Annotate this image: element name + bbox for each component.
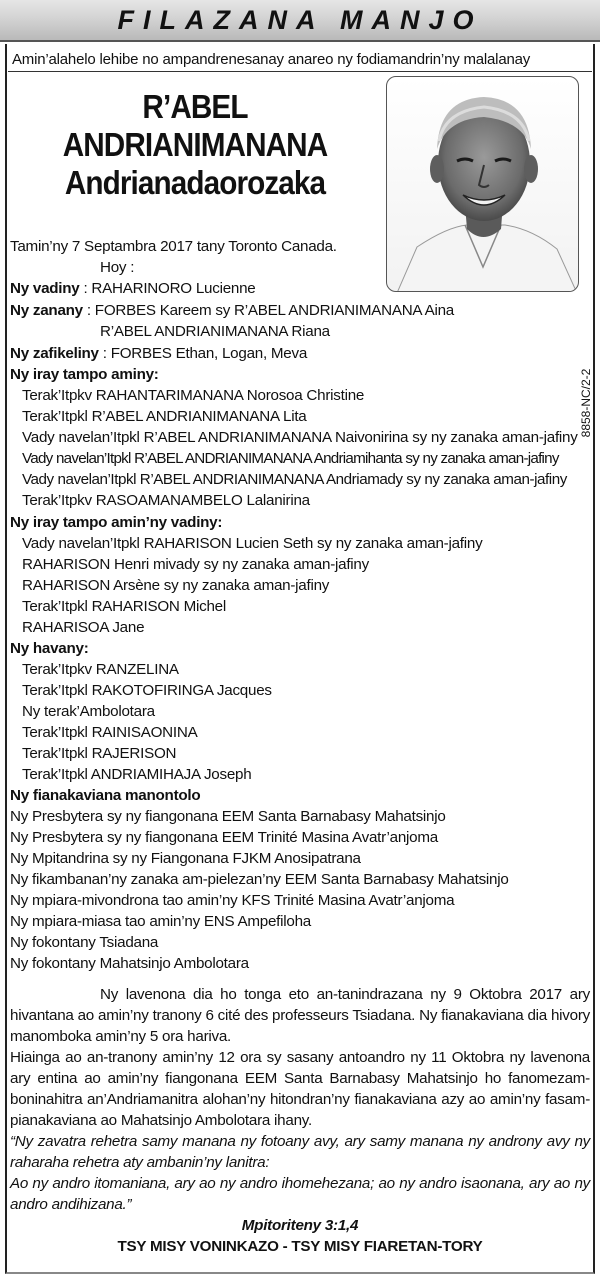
name-line-3: Andrianadaorozaka <box>64 164 326 201</box>
zafikeliny-row <box>10 343 307 364</box>
list-item: Terak’Itpkl RAINISAONINA <box>22 724 198 741</box>
list-item: Terak’Itpkl RAHARISON Michel <box>22 598 226 615</box>
list-item: Terak’Itpkl R’ABEL ANDRIANIMANANA Lita <box>22 408 307 425</box>
tampo-aminy-heading: Ny iray tampo aminy: <box>10 366 159 383</box>
tampo-vadiny-heading: Ny iray tampo amin’ny vadiny: <box>10 514 223 531</box>
announcement-arrival: Ny lavenona dia ho tonga eto an-tanindrazana ny 9 Oktobra 2017 ary hivantana ao amin’ny tranony 6 cité des professeurs Tsiadana. Ny fianakaviana dia hivory manomboka amin’ny 5 ora hariva. <box>10 986 590 1045</box>
list-item: Vady navelan’Itpkl R’ABEL ANDRIANIMANANA Naivonirina sy ny zanaka aman-jafiny <box>22 429 578 446</box>
list-item: Vady navelan’Itpkl R’ABEL ANDRIANIMANANA Andriamady sy ny zanaka aman-jafiny <box>22 471 567 488</box>
list-item: Terak’Itpkv RASOAMANAMBELO Lalanirina <box>22 492 310 509</box>
hoy-label: Hoy : <box>100 259 135 276</box>
deceased-name <box>30 88 359 202</box>
announcement-funeral: Hiainga ao an-tranony amin’ny 12 ora sy sasany antoandro ny 11 Oktobra ny lavenona ary entina ao amin’ny fiangonana EEM Santa Barnabasy Mahatsinjo ho fanomezam-boninahitra an’Andriamanitra alohan’ny hitondran’ny fianakaviana azy ao amin’ny fasam-pianakaviana ao Mahatsinjo Ambolotara ihany. <box>10 1049 590 1129</box>
list-item: Terak’Itpkl ANDRIAMIHAJA Joseph <box>22 766 252 783</box>
zanany-row <box>10 300 454 321</box>
fianakaviana-heading: Ny fianakaviana manontolo <box>10 787 201 804</box>
reference-code <box>576 360 596 450</box>
portrait-photo <box>386 76 579 292</box>
list-item: Ny mpiara-mivondrona tao amin’ny KFS Trinité Masina Avatr’anjoma <box>10 892 455 909</box>
list-item: Terak’Itpkl RAKOTOFIRINGA Jacques <box>22 682 272 699</box>
quote-line-1: “Ny zavatra rehetra samy manana ny fotoany avy, ary samy manana ny androny avy ny raharaha rehetra aty ambanin’ny lanitra: <box>10 1133 590 1171</box>
list-item: Vady navelan’Itpkl R’ABEL ANDRIANIMANANA Andriamihanta sy ny zanaka aman-jafiny <box>22 450 559 467</box>
zafikeliny-value: : FORBES Ethan, Logan, Meva <box>102 345 308 362</box>
vadiny-value: : RAHARINORO Lucienne <box>83 280 256 297</box>
list-item: Ny Mpitandrina sy ny Fiangonana FJKM Anosipatrana <box>10 850 361 867</box>
header-banner <box>0 0 600 42</box>
vadiny-label: Ny vadiny <box>10 280 80 297</box>
name-line-1: R’ABEL <box>142 88 248 125</box>
list-item: Ny fokontany Tsiadana <box>10 934 159 951</box>
death-date: Tamin’ny 7 Septambra 2017 tany Toronto Canada. <box>10 238 337 255</box>
intro-text: Amin’alahelo lehibe no ampandrenesanay anareo ny fodiamandrin’ny malalanay <box>8 47 592 72</box>
zanany-label: Ny zanany <box>10 302 83 319</box>
havany-heading: Ny havany: <box>10 640 89 657</box>
footer-notice: TSY MISY VONINKAZO - TSY MISY FIARETAN-TORY <box>117 1238 483 1255</box>
list-item: Ny mpiara-miasa tao amin’ny ENS Ampefiloha <box>10 913 311 930</box>
list-item: Ny fikambanan’ny zanaka am-pielezan’ny EEM Santa Barnabasy Mahatsinjo <box>10 871 509 888</box>
list-item: RAHARISON Henri mivady sy ny zanaka aman-jafiny <box>22 556 369 573</box>
name-line-2: ANDRIANIMANANA <box>62 126 328 163</box>
list-item: Ny terak’Ambolotara <box>22 703 155 720</box>
list-item: Terak’Itpkv RANZELINA <box>22 661 179 678</box>
list-item: Terak’Itpkl RAJERISON <box>22 745 177 762</box>
zafikeliny-label: Ny zafikeliny <box>10 345 99 362</box>
portrait-icon <box>387 77 579 292</box>
zanany-value-2: R’ABEL ANDRIANIMANANA Riana <box>100 323 330 340</box>
list-item: Ny fokontany Mahatsinjo Ambolotara <box>10 955 249 972</box>
header-title: FILAZANA MANJO <box>117 4 483 35</box>
list-item: RAHARISOA Jane <box>22 619 145 636</box>
list-item: Terak’Itpkv RAHANTARIMANANA Norosoa Christine <box>22 387 365 404</box>
list-item: Ny Presbytera sy ny fiangonana EEM Santa Barnabasy Mahatsinjo <box>10 808 446 825</box>
vadiny-row <box>10 278 256 299</box>
list-item: Vady navelan’Itpkl RAHARISON Lucien Seth sy ny zanaka aman-jafiny <box>22 535 483 552</box>
verse-reference: Mpitoriteny 3:1,4 <box>241 1217 359 1234</box>
reference-code-text: 8858-NC/2-2 <box>579 368 593 438</box>
list-item: Ny Presbytera sy ny fiangonana EEM Trinité Masina Avatr’anjoma <box>10 829 438 846</box>
quote-line-2: Ao ny andro itomaniana, ary ao ny andro ihomehezana; ao ny andro isaonana, ary ao ny andro andihizana.” <box>10 1175 590 1213</box>
list-item: RAHARISON Arsène sy ny zanaka aman-jafiny <box>22 577 330 594</box>
zanany-value-1: : FORBES Kareem sy R’ABEL ANDRIANIMANANA Aina <box>86 302 455 319</box>
